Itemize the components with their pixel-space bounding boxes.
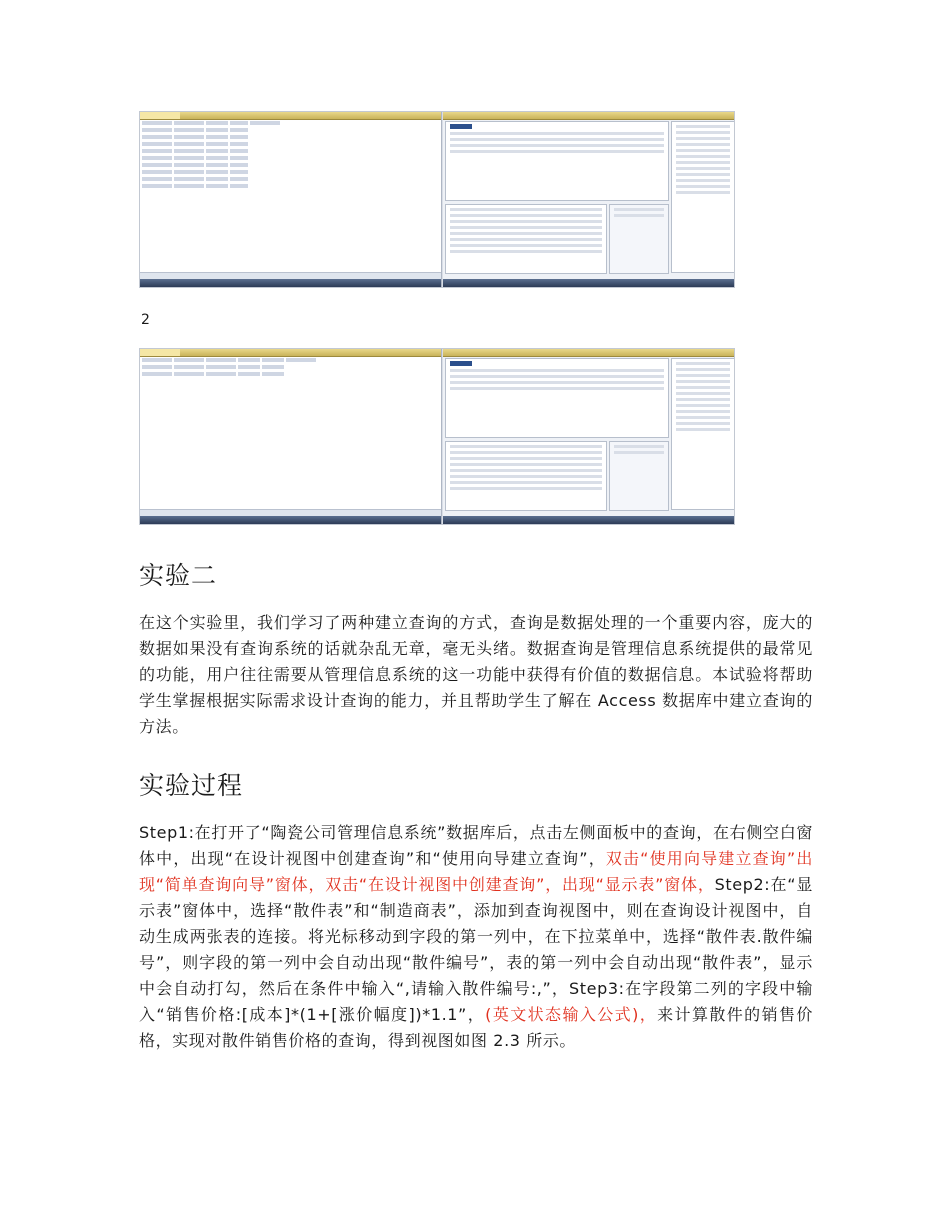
section-paragraph-process xyxy=(139,820,813,1054)
datasheet-window xyxy=(140,349,442,524)
section-heading-experiment-two: 实验二 xyxy=(139,561,218,590)
section-heading-process: 实验过程 xyxy=(139,771,244,800)
figure-number: 2 xyxy=(141,312,150,328)
process-text-2: Step2:在“显示表”窗体中，选择“散件表”和“制造商表”，添加到查询视图中，则在查询设计视图中，自动生成两张表的连接。将光标移动到字段的第一列中，在下拉菜单中，选择“散件表.散件编号”，则字段的第一列中会自动出现“散件编号”，表的第一列中会自动出现“散件表”，显示中会自动打勾，然后在条件中输入“,请输入散件编号:,”，Step3:在字段第二列的字段中输入“销售价格:[成本]*(1+[涨价幅度])*1.1”， xyxy=(139,875,813,1024)
screenshot-query-results-2 xyxy=(139,348,735,525)
process-text-red-1: 双击“使用向导建立查询”出现“简单查询向导”窗体，双击“在设计视图中创建查询”，出现“显示表”窗体， xyxy=(139,849,813,894)
process-text-red-2: (英文状态输入公式)， xyxy=(485,1005,658,1024)
process-text-3: 来计算散件的销售价格，实现对散件销售价格的查询，得到视图如图 2.3 所示。 xyxy=(139,1005,813,1050)
screenshot-query-results-1 xyxy=(139,111,735,288)
process-text-1: Step1:在打开了“陶瓷公司管理信息系统”数据库后，点击左侧面板中的查询，在右侧空白窗体中，出现“在设计视图中创建查询”和“使用向导建立查询”， xyxy=(139,823,813,868)
table-design-window xyxy=(443,112,734,287)
section-paragraph-experiment-two: 在这个实验里，我们学习了两种建立查询的方式，查询是数据处理的一个重要内容，庞大的数据如果没有查询系统的话就杂乱无章，毫无头绪。数据查询是管理信息系统提供的最常见的功能，用户往往需要从管理信息系统的这一功能中获得有价值的数据信息。本试验将帮助学生掌握根据实际需求设计查询的能力，并且帮助学生了解在 Access 数据库中建立查询的方法。 xyxy=(139,613,813,736)
datasheet-window xyxy=(140,112,442,287)
table-design-window xyxy=(443,349,734,524)
